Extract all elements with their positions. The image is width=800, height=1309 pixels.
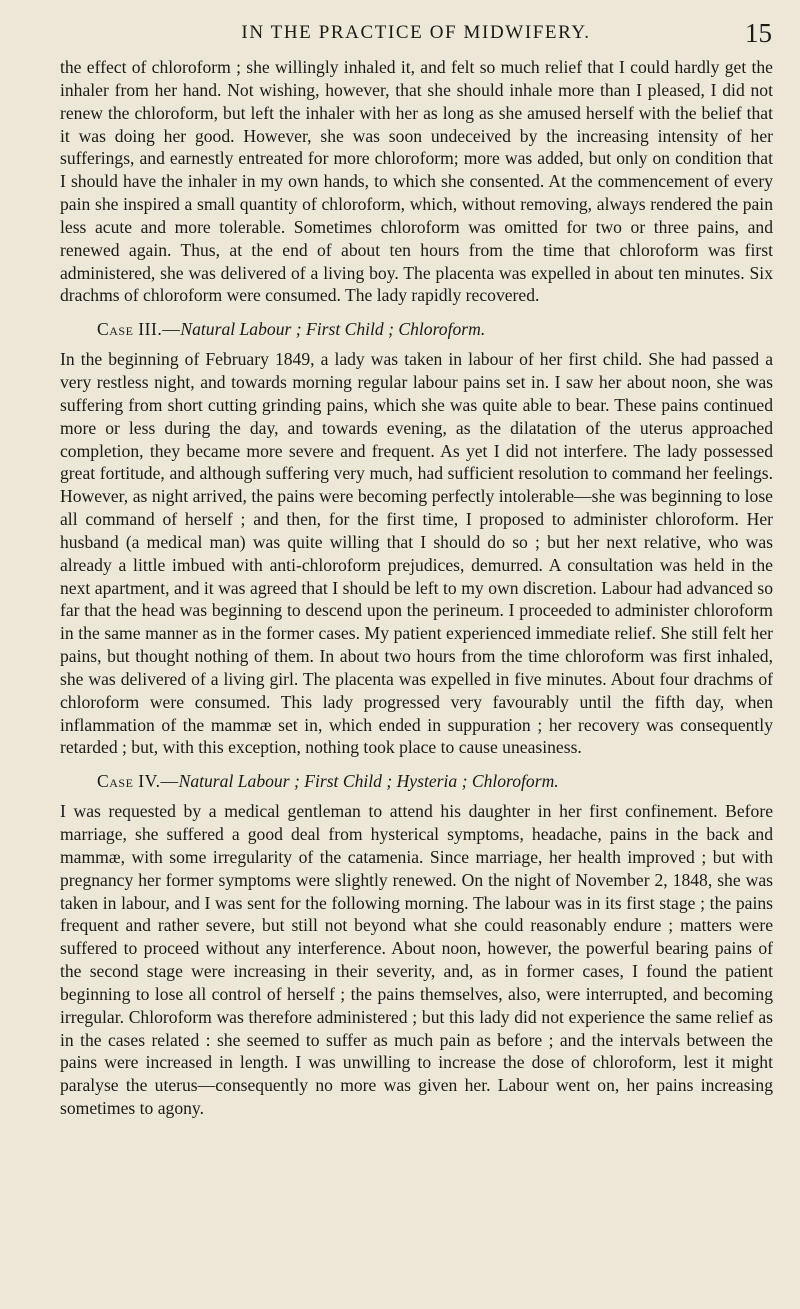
page-number: 15 [745, 18, 772, 48]
paragraph-case-iii: In the beginning of February 1849, a lady was taken in labour of her first child. She had passed a very restless night, and towards morning regular labour pains set in. I saw her about noon, she was suffering from short cutting grinding pains, which she was quite able to bear. These pains continued more or less during the day, and towards evening, as the dilatation of the uterus approached completion, they became more severe and frequent. As yet I did not interfere. The lady possessed great fortitude, and although suffering very much, had sufficient resolution to command her feelings. However, as night arrived, the pains were becoming perfectly intolerable—she was beginning to lose all command of herself ; and then, for the first time, I proposed to administer chloroform. Her husband (a medical man) was quite willing that I should do so ; but her next relative, who was already a little imbued with anti-chloroform prejudices, demurred. A consultation was held in the next apartment, and it was agreed that I should be left to my own discretion. Labour had advanced so far that the head was beginning to descend upon the perineum. I proceeded to administer chloroform in the same manner as in the former cases. My patient experienced immediate relief. She still felt her pains, but thought nothing of them. In about two hours from the time chloroform was first inhaled, she was delivered of a living girl. The placenta was expelled in five minutes. About four drachms of chloroform were consumed. This lady progressed very favourably until the fifth day, when inflammation of the mammæ set in, which ended in suppuration ; her recovery was consequently retarded ; but, with this exception, nothing took place to cause uneasiness. [60, 349, 773, 758]
running-head [60, 18, 772, 50]
case-iv-heading [60, 770, 773, 793]
case-iii-label: Case III.— [97, 319, 181, 340]
case-iv-title: Natural Labour ; First Child ; Hysteria ; Chloroform. [178, 771, 559, 792]
paragraph-case-iv: I was requested by a medical gentleman to attend his daughter in her first confinement. Before marriage, she suffered a good deal from hysterical symptoms, headache, pains in the back and mammæ, with some irregularity of the catamenia. Since marriage, her health improved ; but with pregnancy her former symptoms were slightly renewed. On the night of November 2, 1848, she was taken in labour, and I was sent for the following morning. The labour was in its first stage ; the pains frequent and rather severe, but still not beyond what she could reasonably endure ; matters were suffered to proceed without any interference. About noon, however, the powerful bearing pains of the second stage were increasing in their severity, and, as in former cases, I found the patient beginning to lose all control of herself ; the pains themselves, also, were interrupted, and becoming irregular. Chloroform was therefore administered ; but this lady did not experience the same relief as in the cases related : she seemed to suffer as much pain as before ; and the intervals between the pains were increased in length. I was unwilling to increase the dose of chloroform, lest it might paralyse the uterus—consequently no more was given her. Labour went on, her pains increasing sometimes to agony. [60, 801, 773, 1119]
case-iv-label: Case IV.— [97, 771, 179, 792]
case-iii-heading [60, 318, 773, 341]
body-text [60, 56, 773, 1120]
running-title: IN THE PRACTICE OF MIDWIFERY. [241, 22, 591, 43]
case-iii-title: Natural Labour ; First Child ; Chloroform. [180, 319, 486, 340]
paragraph-continuation: the effect of chloroform ; she willingly inhaled it, and felt so much relief that I could hardly get the inhaler from her hand. Not wishing, however, that she should inhale more than I pleased, I did not renew the chloroform, but left the inhaler with her as long as she amused herself with the belief that it was doing her good. However, she was soon undeceived by the increasing intensity of her sufferings, and earnestly entreated for more chloroform; more was added, but only on condition that I should have the inhaler in my own hands, to which she consented. At the commencement of every pain she inspired a small quantity of chloroform, which, without removing, always rendered the pain less acute and more tolerable. Sometimes chloroform was omitted for two or three pains, and renewed again. Thus, at the end of about ten hours from the time that chloroform was first administered, she was delivered of a living boy. The placenta was expelled in about ten minutes. Six drachms of chloroform were consumed. The lady rapidly recovered. [60, 57, 773, 306]
